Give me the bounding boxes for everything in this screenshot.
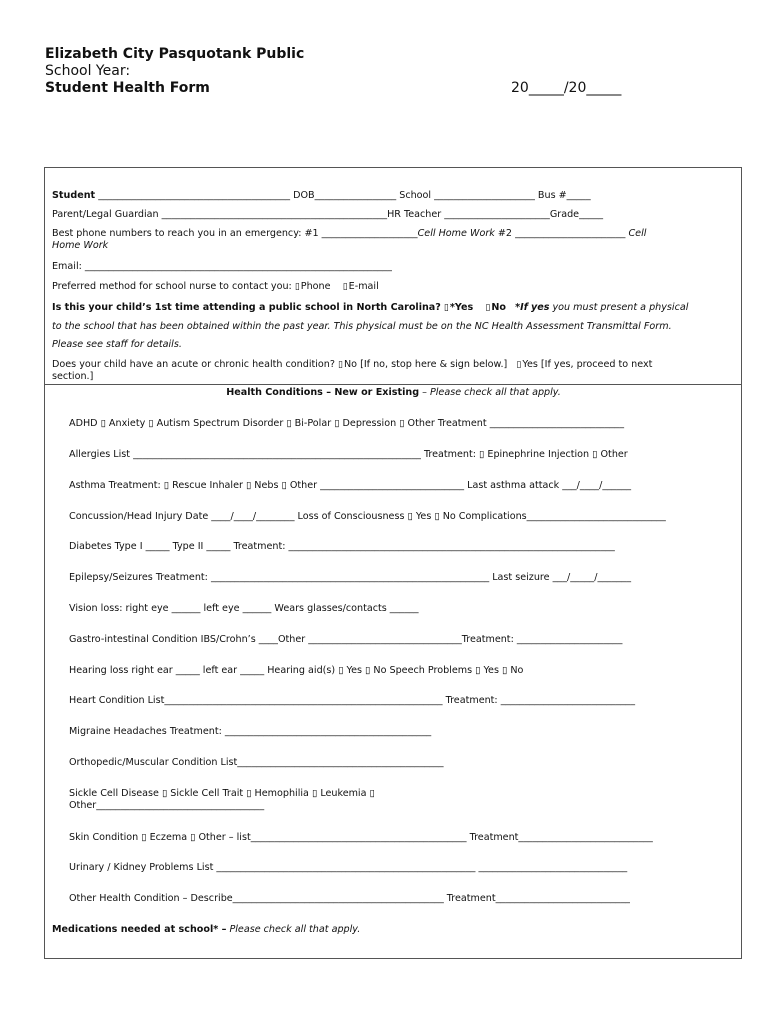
- condition-text: Other Health Condition – Describe____________________________________________ Treatment____________________________: [69, 893, 630, 904]
- section-divider: [45, 384, 741, 385]
- preferred-label: Preferred method for school nurse to contact you:: [52, 281, 292, 292]
- form-box: [44, 167, 742, 959]
- condition-text: Allergies List ____________________________________________________________ Treatment: ▯ Epinephrine Injection ▯ Other: [69, 449, 628, 460]
- first-time-no: No: [491, 302, 506, 313]
- first-time-yes: *Yes: [449, 302, 474, 313]
- condition-text: Epilepsy/Seizures Treatment: __________________________________________________________ Last seizure ___/_____/_______: [69, 572, 632, 583]
- condition-text: Asthma Treatment: ▯ Rescue Inhaler ▯ Nebs ▯ Other ______________________________ Last asthma attack ___/____/______: [69, 480, 632, 491]
- medications-note: Please check all that apply.: [229, 924, 361, 935]
- phone-2[interactable]: #2 _______________________: [497, 228, 626, 239]
- condition-text: Heart Condition List__________________________________________________________ Treatment: ____________________________: [69, 695, 636, 706]
- condition-text: Migraine Headaches Treatment: ___________________________________________: [69, 726, 432, 737]
- condition-row[interactable]: [52, 832, 735, 844]
- student-line: [52, 190, 735, 202]
- condition-row[interactable]: [52, 788, 735, 800]
- school-year-blank[interactable]: 20_____/20_____: [511, 80, 622, 96]
- medications-label: Medications needed at school* –: [52, 924, 227, 935]
- medications-line: [52, 924, 735, 936]
- if-yes-rest: you must present a physical: [552, 302, 689, 313]
- acute-cont: section.]: [52, 371, 94, 382]
- acute-no: No [If no, stop here & sign below.]: [343, 359, 508, 370]
- conditions-note: – Please check all that apply.: [422, 387, 561, 398]
- sickle-other-line[interactable]: Other___________________________________: [69, 800, 265, 811]
- physical-note: to the school that has been obtained within the past year. This physical must be on the NC Health Assessment Transmittal Form.: [52, 321, 672, 332]
- condition-text: Orthopedic/Muscular Condition List___________________________________________: [69, 757, 444, 768]
- email-option: E-mail: [348, 281, 379, 292]
- condition-row[interactable]: [52, 572, 735, 584]
- condition-text: ADHD ▯ Anxiety ▯ Autism Spectrum Disorder ▯ Bi-Polar ▯ Depression ▯ Other Treatment ____________________________: [69, 418, 625, 429]
- condition-row[interactable]: [52, 726, 735, 738]
- condition-row[interactable]: [52, 603, 735, 615]
- condition-text: Diabetes Type I _____ Type II _____ Treatment: ____________________________________________________________________: [69, 541, 615, 552]
- condition-text: Gastro-intestinal Condition IBS/Crohn’s ____Other ________________________________Treatment: ______________________: [69, 634, 623, 645]
- condition-text: Concussion/Head Injury Date ____/____/________ Loss of Consciousness ▯ Yes ▯ No Complications_____________________________: [69, 511, 666, 522]
- condition-row[interactable]: [52, 757, 735, 769]
- student-label: Student: [52, 190, 96, 201]
- condition-row[interactable]: [52, 541, 735, 553]
- if-yes-word: yes: [530, 302, 550, 313]
- if-yes-prefix: *If: [515, 302, 528, 313]
- condition-row[interactable]: [52, 449, 735, 461]
- guardian-line[interactable]: Parent/Legal Guardian _______________________________________________HR Teacher ______________________Grade_____: [52, 209, 604, 220]
- phone-1-type: Cell Home Work: [417, 228, 495, 239]
- condition-row[interactable]: [52, 511, 735, 523]
- first-time-line: [52, 302, 735, 314]
- condition-text: Vision loss: right eye ______ left eye ______ Wears glasses/contacts ______: [69, 603, 419, 614]
- acute-question: Does your child have an acute or chronic health condition?: [52, 359, 335, 370]
- condition-row[interactable]: [52, 480, 735, 492]
- see-staff-note: Please see staff for details.: [52, 339, 182, 350]
- acute-yes: Yes [If yes, proceed to next: [522, 359, 653, 370]
- conditions-heading: [52, 387, 735, 399]
- email-line[interactable]: Email: ________________________________________________________________: [52, 261, 392, 272]
- condition-row[interactable]: [52, 893, 735, 905]
- student-fields[interactable]: ________________________________________ DOB_________________ School _____________________ Bus #_____: [98, 190, 591, 201]
- form-title: Student Health Form: [45, 80, 210, 96]
- phone-1[interactable]: Best phone numbers to reach you in an emergency: #1 ____________________: [52, 228, 418, 239]
- condition-text: Hearing loss right ear _____ left ear _____ Hearing aid(s) ▯ Yes ▯ No Speech Problems ▯ Yes ▯ No: [69, 665, 524, 676]
- preferred-contact-line: [52, 281, 735, 293]
- condition-text: Skin Condition ▯ Eczema ▯ Other – list_____________________________________________ Treatment____________________________: [69, 832, 653, 843]
- phone-2-type-cont: Home Work: [52, 240, 109, 251]
- first-time-question: Is this your child’s 1st time attending a public school in North Carolina?: [52, 302, 441, 313]
- phone-2-type: Cell: [628, 228, 647, 239]
- acute-line: [52, 359, 735, 371]
- conditions-title: Health Conditions – New or Existing: [226, 387, 420, 398]
- condition-row[interactable]: [52, 665, 735, 677]
- phone-line[interactable]: [52, 228, 735, 240]
- condition-row[interactable]: [52, 695, 735, 707]
- phone-option: Phone: [300, 281, 331, 292]
- org-name: Elizabeth City Pasquotank Public: [45, 46, 305, 62]
- condition-row[interactable]: [52, 418, 735, 430]
- condition-text: Urinary / Kidney Problems List ______________________________________________________ _______________________________: [69, 862, 628, 873]
- school-year-label: School Year:: [45, 63, 131, 79]
- condition-row[interactable]: [52, 862, 735, 874]
- condition-row[interactable]: [52, 634, 735, 646]
- condition-text: Sickle Cell Disease ▯ Sickle Cell Trait ▯ Hemophilia ▯ Leukemia ▯: [69, 788, 375, 799]
